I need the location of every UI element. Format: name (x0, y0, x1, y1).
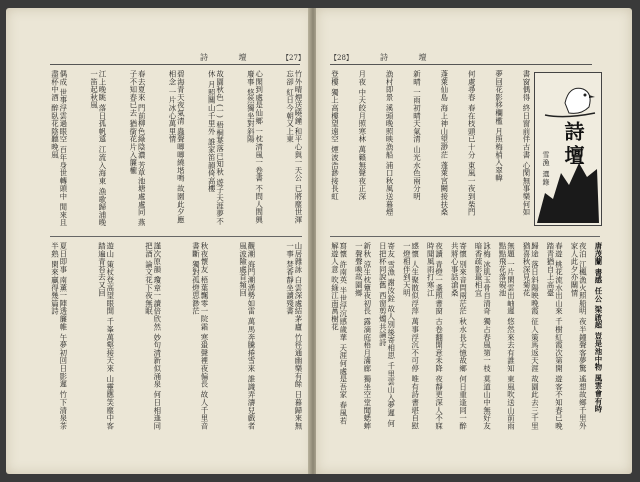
text-column: 唐茂蘭 書感 任公 梁啟超 豈是池中物 風雲會有時 (593, 242, 603, 413)
right-section-rule (330, 236, 600, 237)
text-column: 寄友 雪漁 謝汝銓 故人別後寄相思 千里雲山入夢遲 何日把杯同說舊 西窗剪燭共論詩 (378, 242, 396, 428)
text-column: 碧海青天夜氣清 蟲聲唧唧繞堦鳴 故園此夕應相念 一片冰心萬里情 (167, 70, 186, 224)
left-page-header: 詩 壇 (200, 53, 261, 62)
left-header-rule (50, 64, 300, 65)
section-title: 詩壇 (561, 121, 585, 169)
text-column: 謹次原韻 瓊章一讀倍欣然 妙句清新似涌泉 何日相逢同把酒 論文花下夜無眠 (144, 242, 162, 430)
text-column: 何處尋春 春在枝頭已十分 東風一夜到柴門 (467, 70, 477, 216)
text-column: 夢回花影移欄檻 月照梅梢入翠幃 (494, 70, 504, 182)
text-column: 感懷 人生聚散似浮萍 萬事浮沉不可停 唯有詩書堪自慰 一燈相伴到天明 (402, 242, 420, 430)
text-column: 春去夏來 門前柳色綠陰濃 芳草池塘處處同 燕子不知春已去 猶銜花片入簾櫳 (128, 70, 147, 227)
text-column: 春遊 桃花流水出山來 千樹紅霞次第開 遊客不知春已晚 踏青猶自上高臺 (545, 242, 564, 430)
text-column: 竹外晴煙送曉鐘 和平心與一天公 已將塵世渾忘卻 紅日今朝又上東 (285, 70, 303, 224)
text-column: 歸途 落日斜陽映晚霞 征人策馬返天涯 故園此去三千里 猶喜秋深見菊花 (522, 242, 540, 430)
text-column: 新晴 一雨初晴天氣清 山光水色兩分明 (412, 70, 422, 201)
text-column: 夜泊 江楓漁火照船明 夜半鐘聲客夢驚 遙想故鄉千里外 家人此夕亦關情 (569, 242, 588, 430)
text-column: 遊山 策杖登高望眼開 千峯萬壑接天來 山靈應笑塵中客 踏遍青苔去又回 (97, 242, 115, 430)
text-column: 夜讀 青燈一盞照書窗 古卷翻開意未降 夜靜更深人不寐 時聞風雨打寒江 (426, 242, 444, 430)
text-column: 寄懷 別來音問兩茫茫 秋水長天憶故鄉 何日重逢同一醉 共將心事話滄桑 (450, 242, 468, 430)
text-column: 江上晚眺 落日孤帆遠 江流入海東 漁歌歸浦晚 一笛起秋風 (89, 70, 107, 227)
right-header-rule (330, 64, 592, 65)
right-page-number: 【28】 (330, 54, 353, 62)
text-column: 觀潮 海門潮湧勢如雷 萬馬奔騰捲雪來 誰識弄濤兒戲者 風波險處首頻回 (238, 242, 256, 430)
text-column: 寫懷 許南英 半世浮沉感歲華 天涯何處是吾家 春風若解遊人意 吹綠江南萬樹花 (330, 242, 348, 425)
text-column: 漁村即景 溪頭晚照映漁船 浦口秋風送暮煙 (385, 70, 395, 216)
right-upper-columns (330, 70, 530, 230)
text-column: 故園秋色 (一) 梧桐葉落已知秋 遊子天涯夢不休 月照關山千里外 誰家笛韻倚高樓 (207, 70, 225, 226)
text-column: 蓬萊仙島 海上神山望渺茫 蓬萊宮闕接扶桑 (439, 70, 449, 216)
text-column: 登樓 獨上高樓望遠空 煙波浩渺接長虹 (330, 70, 340, 201)
text-column: 秋夜懷友 梧葉飄零一院霜 寒蛩聲裡夜偏長 故人千里音書斷 獨對孤燈思渺茫 (191, 242, 209, 430)
editor-credit: 雪漁 選錄 (542, 151, 550, 187)
text-column: 心閑到處是仙鄉 一枕清風一卷書 不問人間興廢事 悠然獨坐對斜陽 (246, 70, 264, 224)
column-title-box (534, 72, 602, 226)
text-column: 書窗偶得 終日窗前伴古書 心閑無事樂何如 (521, 70, 531, 216)
text-column: 山居雜詠 白雲深處結茅廬 竹徑通幽樂有餘 日暮歸來無一事 焚香靜坐讀殘書 (285, 242, 303, 430)
text-column: 夏日即事 南薰一陣透簾帷 午夢初回日影遲 竹下清泉茶半熟 閑來贏得幾篇詩 (50, 242, 68, 430)
text-column: 無題 一片閑雲出岫遲 悠然來去有誰知 東風吹送山前雨 點點飛花落硯池 (498, 242, 516, 430)
left-section-rule (50, 236, 302, 237)
text-column: 偶成 世事浮雲過眼空 百年身世轉頭中 閒來且盡杯中酒 醉臥花陰聽晚風 (50, 70, 68, 227)
left-upper-columns (50, 70, 302, 230)
right-lower-columns (330, 242, 602, 432)
left-lower-columns (50, 242, 302, 432)
text-column: 詠梅 冰肌玉骨自清奇 獨占春風第一枝 莫道山中無好友 暗香疏影最相宜 (474, 242, 492, 430)
right-page-header: 詩 壇 (380, 53, 441, 62)
text-column: 新秋 涼生枕簟夜初長 露滴庭梧月滿廊 獨坐空堂聞蟋蟀 一聲聲喚故園鄉 (354, 242, 372, 430)
left-page-number: 【27】 (282, 54, 305, 62)
text-column: 月夜 中天皎月照寒林 萬籟無聲夜正深 (357, 70, 367, 201)
